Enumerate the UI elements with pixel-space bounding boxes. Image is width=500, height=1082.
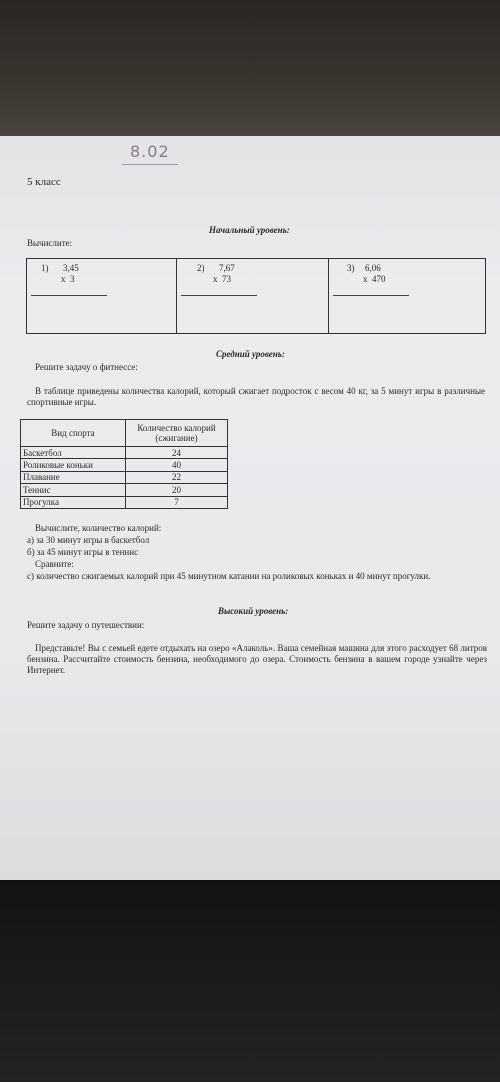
table-row bbox=[21, 447, 228, 459]
sport-name: Баскетбол bbox=[21, 447, 126, 459]
background-top bbox=[0, 0, 500, 140]
calc-table bbox=[26, 258, 486, 334]
task-number: 1) bbox=[41, 263, 49, 273]
answer-line bbox=[333, 295, 409, 296]
handwritten-date: 8.02 bbox=[130, 142, 170, 161]
calc-title: Вычислите: bbox=[27, 238, 73, 248]
task-operand-b: x 470 bbox=[363, 274, 386, 284]
compare-label: Сравните: bbox=[35, 559, 74, 569]
answer-line bbox=[31, 295, 107, 296]
table-row bbox=[21, 459, 228, 471]
calc-cell-1 bbox=[27, 259, 177, 333]
fitness-intro: В таблице приведены количества калорий, который сжигает подросток с весом 40 кг, за 5 минут игры в различные спортивные игры. bbox=[27, 386, 485, 407]
level-high-heading: Высокий уровень: bbox=[218, 606, 289, 616]
task-operand-b: x 73 bbox=[213, 274, 231, 284]
calc-cell-2 bbox=[177, 259, 329, 333]
travel-text: Представьте! Вы с семьей едете отдыхать на озеро «Алаколь». Ваша семейная машина для этого расходует 68 литров бензина. Рассчитайте стоимость бензина, необходимого до озера. Стоимость бензина в вашем городе узнайте через Интернет. bbox=[27, 643, 487, 675]
sport-name: Прогулка bbox=[21, 496, 126, 508]
background-bottom bbox=[0, 880, 500, 1082]
question-a: а) за 30 минут игры в баскетбол bbox=[27, 535, 150, 545]
calorie-value: 22 bbox=[126, 471, 228, 483]
level-mid-heading: Средний уровень: bbox=[216, 349, 285, 359]
table-header-sport: Вид спорта bbox=[21, 420, 126, 447]
sport-name: Теннис bbox=[21, 484, 126, 496]
task-operand-b: x 3 bbox=[61, 274, 75, 284]
table-row bbox=[21, 484, 228, 496]
worksheet-paper bbox=[0, 136, 500, 882]
calorie-value: 24 bbox=[126, 447, 228, 459]
calc-cell-3 bbox=[329, 259, 485, 333]
level-start-heading: Начальный уровень: bbox=[209, 225, 290, 235]
task-number: 2) bbox=[197, 263, 205, 273]
calorie-value: 7 bbox=[126, 496, 228, 508]
calorie-value: 40 bbox=[126, 459, 228, 471]
answer-line bbox=[181, 295, 257, 296]
grade-label: 5 класс bbox=[27, 176, 61, 188]
calorie-value: 20 bbox=[126, 484, 228, 496]
task-operand-a: 6,06 bbox=[365, 263, 381, 273]
fitness-title: Решите задачу о фитнессе: bbox=[35, 362, 138, 372]
question-c: с) количество сжигаемых калорий при 45 минутном катании на роликовых коньках и 40 минут прогулки. bbox=[27, 571, 431, 581]
task-number: 3) bbox=[347, 263, 355, 273]
date-underline bbox=[122, 164, 178, 165]
task-operand-a: 7,67 bbox=[219, 263, 235, 273]
calories-table bbox=[20, 419, 228, 509]
travel-title: Решите задачу о путешествии: bbox=[27, 620, 145, 630]
sport-name: Плавание bbox=[21, 471, 126, 483]
task-operand-a: 3,45 bbox=[63, 263, 79, 273]
table-row bbox=[21, 471, 228, 483]
question-b: б) за 45 минут игры в теннис bbox=[27, 547, 139, 557]
question-intro: Вычислите, количество калорий: bbox=[35, 523, 162, 533]
table-row bbox=[21, 496, 228, 508]
sport-name: Роликовые коньки bbox=[21, 459, 126, 471]
table-header-calories: Количество калорий (сжигание) bbox=[126, 420, 228, 447]
